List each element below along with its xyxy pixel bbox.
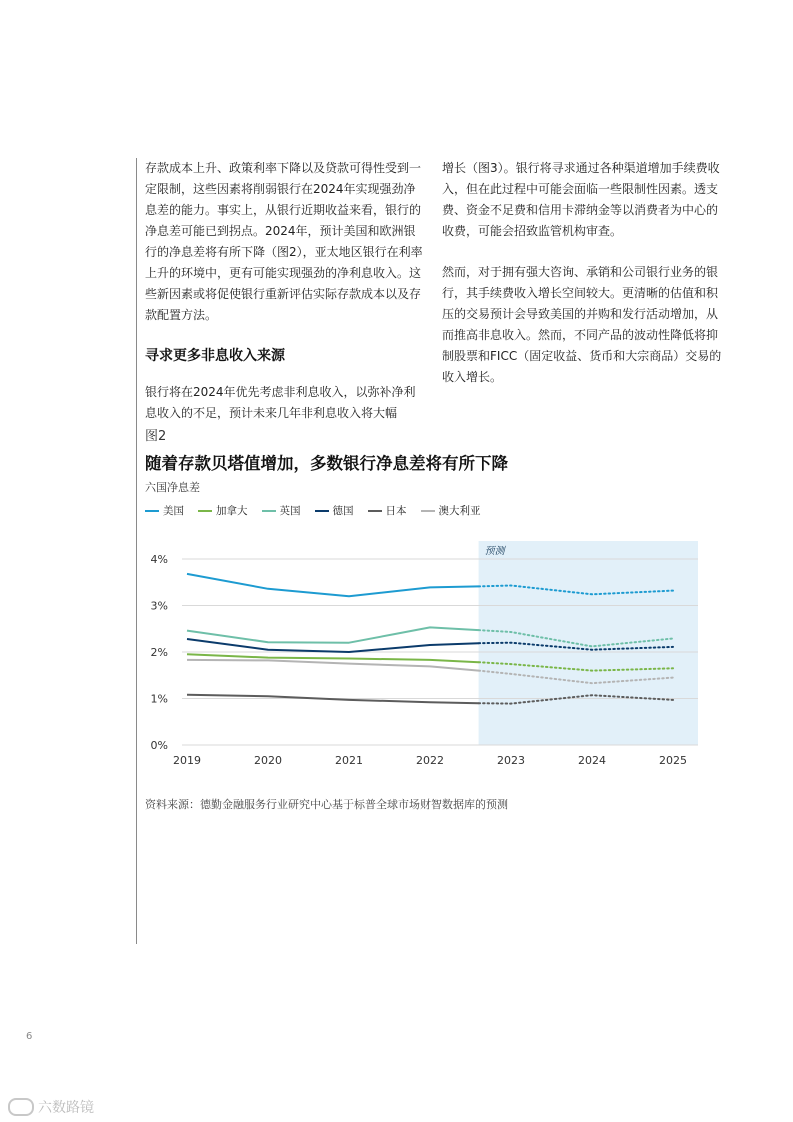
figure-label: 图2 — [145, 429, 167, 444]
watermark-logo-icon — [8, 1098, 34, 1116]
legend-swatch — [145, 510, 159, 512]
legend-swatch — [262, 510, 276, 512]
left-paragraph-1: 存款成本上升、政策利率下降以及贷款可得性受到一定限制，这些因素将削弱银行在2024年实现强劲净息差的能力。事实上，从银行近期收益来看，银行的净息差可能已到拐点。2024年，预计美国和欧洲银行的净息差将有所下降（图2），亚太地区银行在利率上升的环境中，更有可能实现强劲的净利息收入。这些新因素或将促使银行重新评估实际存款成本以及存款配置方法。 — [145, 161, 423, 322]
x-tick-label: 2020 — [254, 754, 282, 767]
forecast-label: 预测 — [484, 546, 505, 557]
legend-label: 英国 — [279, 505, 301, 517]
legend-swatch — [421, 510, 435, 512]
y-tick-label: 3% — [150, 599, 168, 613]
legend-item — [198, 503, 248, 518]
series-line-actual — [187, 627, 479, 642]
series-line-actual — [187, 574, 479, 596]
legend-swatch — [368, 510, 382, 512]
legend-label: 美国 — [163, 505, 184, 517]
legend-item — [368, 503, 407, 518]
series-line-actual — [187, 639, 479, 652]
y-tick-label: 1% — [150, 692, 168, 706]
legend-label: 加拿大 — [216, 505, 248, 517]
page-number: 6 — [26, 1031, 33, 1042]
column-rule — [136, 158, 137, 944]
left-paragraph-2: 银行将在2024年优先考虑非利息收入，以弥补净利息收入的不足，预计未来几年非利息收入将大幅 — [145, 385, 416, 420]
chart-legend — [145, 503, 495, 518]
x-tick-label: 2024 — [578, 754, 606, 767]
legend-swatch — [198, 510, 212, 512]
x-tick-label: 2021 — [335, 754, 363, 767]
legend-swatch — [315, 510, 329, 512]
legend-item — [421, 503, 481, 518]
left-column — [145, 158, 427, 444]
right-column — [442, 158, 722, 408]
x-tick-label: 2022 — [416, 754, 444, 767]
watermark-text: 六数路镜 — [38, 1100, 94, 1116]
right-paragraph-2: 然而，对于拥有强大咨询、承销和公司银行业务的银行，其手续费收入增长空间较大。更清晰的估值和积压的交易预计会导致美国的并购和发行活动增加，从而推高非息收入。然而，不同产品的波动性降低将抑制股票和FICC（固定收益、货币和大宗商品）交易的收入增长。 — [442, 265, 722, 384]
watermark — [8, 1097, 94, 1117]
legend-item — [145, 503, 184, 518]
legend-item — [262, 503, 301, 518]
x-tick-label: 2025 — [659, 754, 687, 767]
x-tick-label: 2023 — [497, 754, 525, 767]
figure-source: 资料来源：德勤金融服务行业研究中心基于标普全球市场财智数据库的预测 — [145, 798, 508, 811]
y-tick-label: 0% — [150, 739, 168, 752]
series-line-actual — [187, 660, 479, 671]
y-tick-label: 2% — [150, 646, 168, 659]
section-heading: 寻求更多非息收入来源 — [145, 348, 285, 364]
line-chart — [140, 535, 710, 775]
legend-label: 日本 — [385, 505, 407, 517]
figure-title: 随着存款贝塔值增加，多数银行净息差将有所下降 — [145, 454, 508, 473]
x-tick-label: 2019 — [173, 754, 201, 767]
legend-label: 德国 — [332, 505, 354, 517]
right-paragraph-1: 增长（图3）。银行将寻求通过各种渠道增加手续费收入，但在此过程中可能会面临一些限制性因素。透支费、资金不足费和信用卡滞纳金等以消费者为中心的收费，可能会招致监管机构审查。 — [442, 161, 720, 238]
legend-label: 澳大利亚 — [438, 505, 481, 517]
legend-item — [315, 503, 354, 518]
y-tick-label: 4% — [150, 553, 168, 566]
figure-subtitle: 六国净息差 — [145, 481, 200, 494]
